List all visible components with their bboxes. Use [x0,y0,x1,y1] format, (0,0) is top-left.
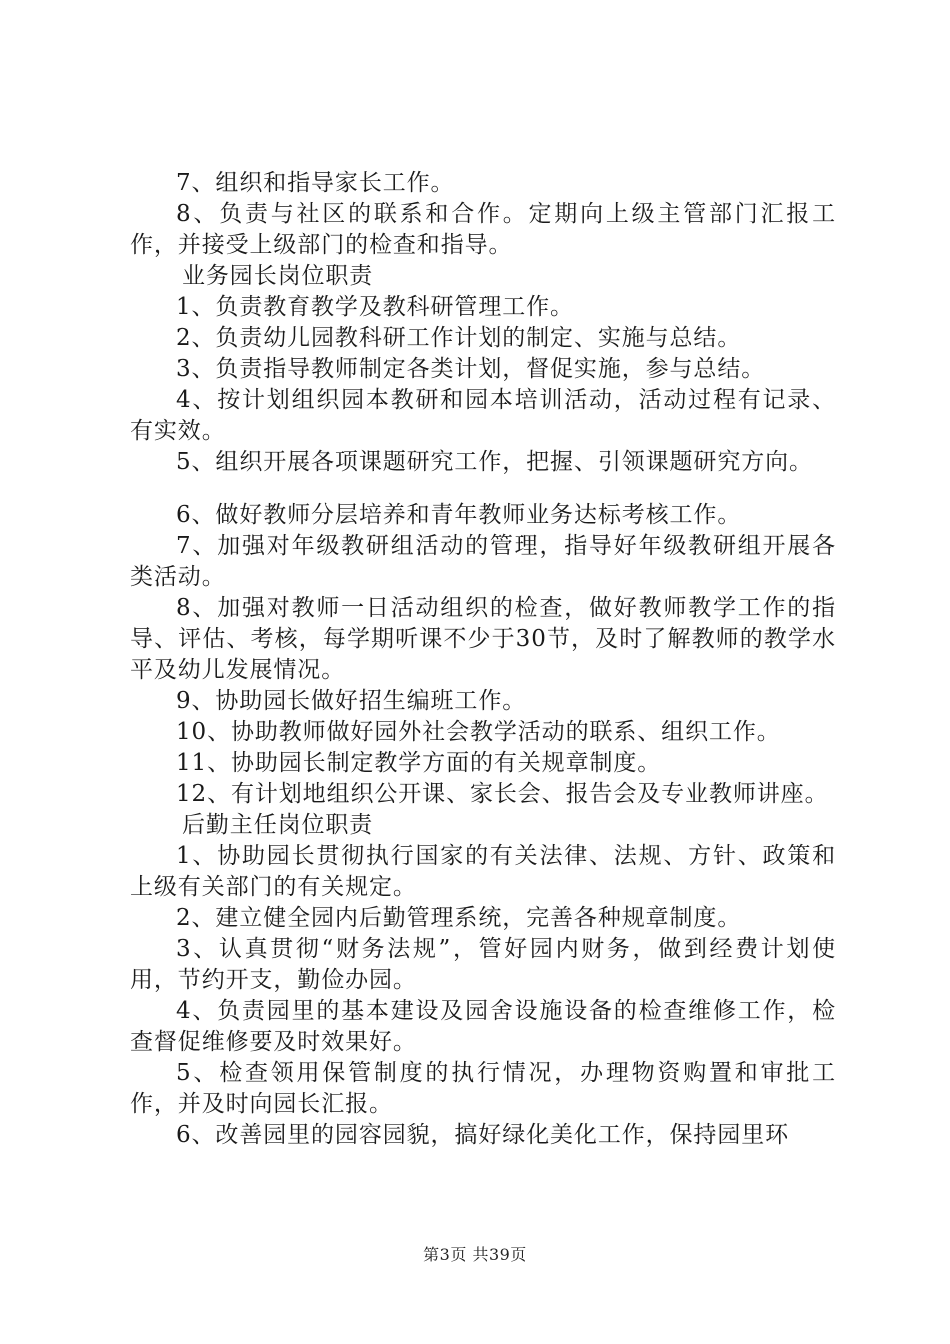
paragraph: 9、协助园长做好招生编班工作。 [176,688,527,714]
paragraph: 8、加强对教师一日活动组织的检查，做好教师教学工作的指导、评估、考核，每学期听课不少于30节，及时了解教师的教学水平及幼儿发展情况。 [130,595,836,683]
paragraph: 2、建立健全园内后勤管理系统，完善各种规章制度。 [176,905,742,931]
paragraph: 2、负责幼儿园教科研工作计划的制定、实施与总结。 [176,325,742,351]
section-heading: 后勤主任岗位职责 [182,812,374,838]
page-number-footer: 第3页 共39页 [423,1245,527,1264]
paragraph: 4、按计划组织园本教研和园本培训活动，活动过程有记录、有实效。 [130,387,836,444]
paragraph: 8、负责与社区的联系和合作。定期向上级主管部门汇报工作，并接受上级部门的检查和指导。 [130,201,836,258]
paragraph: 11、协助园长制定教学方面的有关规章制度。 [176,750,662,776]
paragraph: 1、负责教育教学及教科研管理工作。 [176,294,574,320]
paragraph: 3、负责指导教师制定各类计划，督促实施，参与总结。 [176,356,766,382]
paragraph: 6、做好教师分层培养和青年教师业务达标考核工作。 [176,502,742,528]
paragraph: 10、协助教师做好园外社会教学活动的联系、组织工作。 [176,719,781,745]
paragraph: 7、加强对年级教研组活动的管理，指导好年级教研组开展各类活动。 [130,533,836,590]
paragraph: 5、检查领用保管制度的执行情况，办理物资购置和审批工作，并及时向园长汇报。 [130,1060,836,1117]
paragraph: 7、组织和指导家长工作。 [176,170,455,196]
document-body [130,168,836,1151]
paragraph: 4、负责园里的基本建设及园舍设施设备的检查维修工作，检查督促维修要及时效果好。 [130,998,836,1055]
paragraph: 6、改善园里的园容园貌，搞好绿化美化工作，保持园里环 [176,1122,790,1148]
paragraph: 1、协助园长贯彻执行国家的有关法律、法规、方针、政策和上级有关部门的有关规定。 [130,843,836,900]
section-heading: 业务园长岗位职责 [182,263,374,289]
paragraph: 5、组织开展各项课题研究工作，把握、引领课题研究方向。 [176,449,813,475]
paragraph: 12、有计划地组织公开课、家长会、报告会及专业教师讲座。 [176,781,829,807]
paragraph: 3、认真贯彻“财务法规”，管好园内财务，做到经费计划使用，节约开支，勤俭办园。 [130,936,836,993]
